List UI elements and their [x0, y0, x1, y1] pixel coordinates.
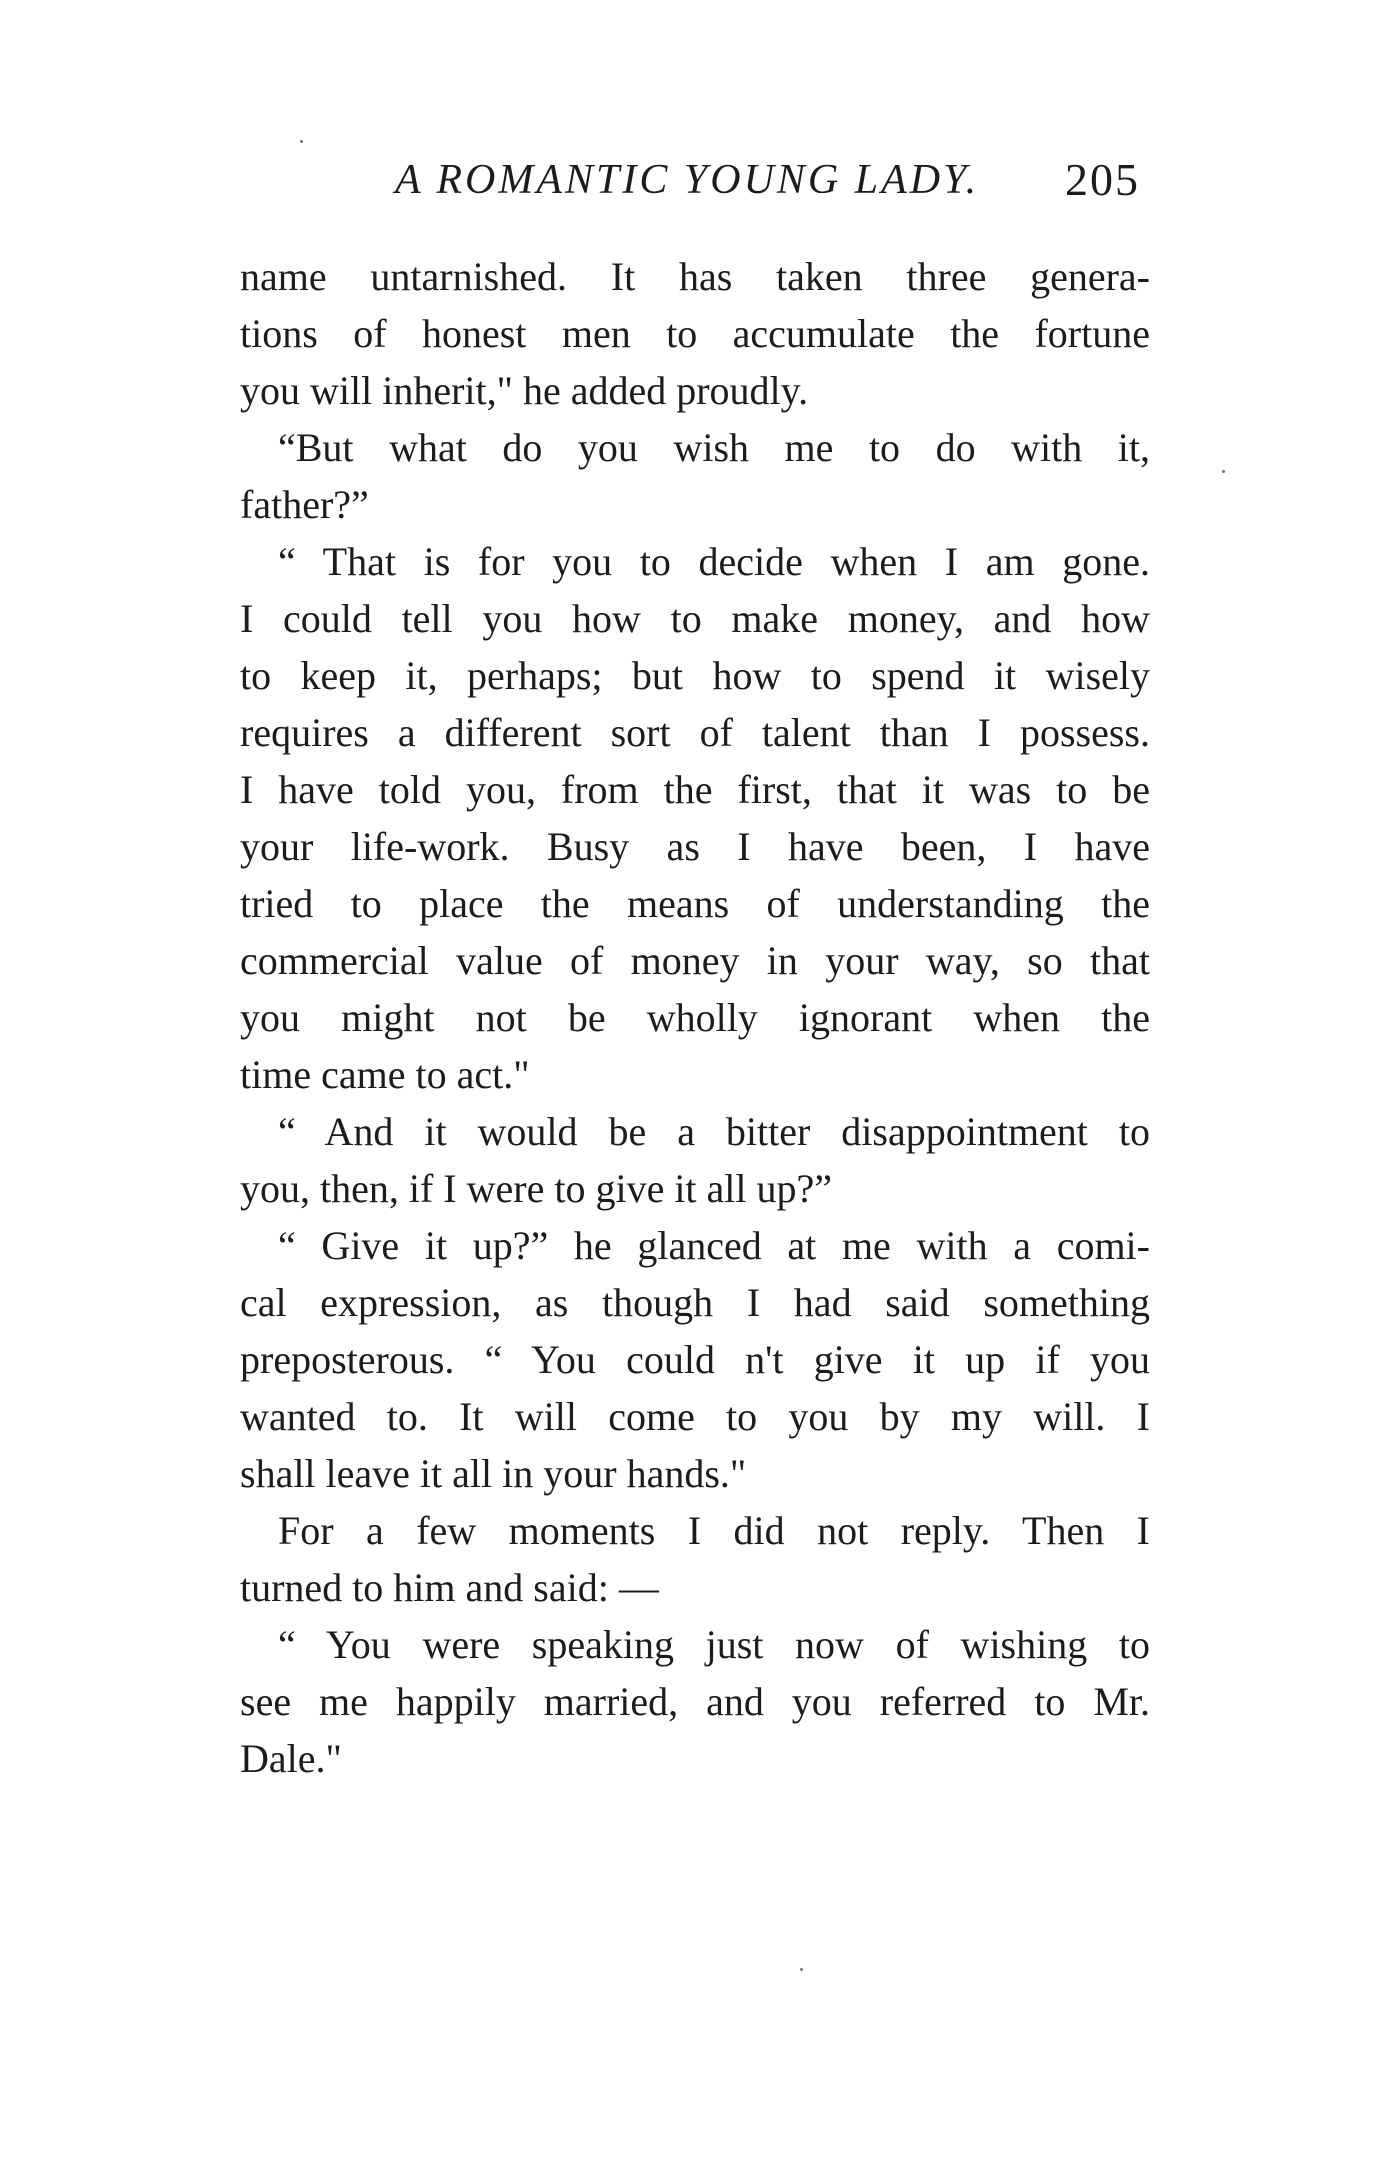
running-title: A ROMANTIC YOUNG LADY. — [395, 157, 980, 203]
paper-speck — [1222, 470, 1225, 473]
text-line: time came to act." — [240, 1052, 530, 1097]
text-line: tions of honest men to accumulate the fortune — [240, 311, 1150, 356]
text-line: shall leave it all in your hands." — [240, 1451, 747, 1496]
text-line: “ That is for you to decide when I am gone. — [278, 539, 1150, 584]
text-line: I have told you, from the first, that it was to be — [240, 767, 1150, 812]
text-line: “ Give it up?” he glanced at me with a comi- — [278, 1223, 1150, 1268]
text-line: name untarnished. It has taken three genera- — [240, 254, 1150, 299]
text-line: “But what do you wish me to do with it, — [278, 425, 1150, 470]
text-line: wanted to. It will come to you by my will. I — [240, 1394, 1150, 1439]
text-line: your life-work. Busy as I have been, I have — [240, 824, 1150, 869]
text-line: see me happily married, and you referred to Mr. — [240, 1679, 1150, 1724]
text-line: I could tell you how to make money, and how — [240, 596, 1150, 641]
text-line: you, then, if I were to give it all up?” — [240, 1166, 833, 1211]
text-line: “ You were speaking just now of wishing to — [278, 1622, 1150, 1667]
text-line: preposterous. “ You could n't give it up if you — [240, 1337, 1150, 1382]
text-line: For a few moments I did not reply. Then I — [278, 1508, 1150, 1553]
text-line: turned to him and said: — — [240, 1565, 659, 1610]
text-line: “ And it would be a bitter disappointment to — [278, 1109, 1150, 1154]
text-line: tried to place the means of understanding the — [240, 881, 1150, 926]
text-line: father?” — [240, 482, 369, 527]
page-number: 205 — [1065, 154, 1140, 205]
running-head — [240, 150, 1140, 210]
text-line: commercial value of money in your way, so that — [240, 938, 1150, 983]
text-line: requires a different sort of talent than I possess. — [240, 710, 1150, 755]
text-line: you will inherit," he added proudly. — [240, 368, 809, 413]
paper-speck — [800, 1968, 803, 1971]
text-line: to keep it, perhaps; but how to spend it wisely — [240, 653, 1150, 698]
text-line: Dale." — [240, 1736, 342, 1781]
body-text — [240, 248, 1150, 1787]
text-line: cal expression, as though I had said something — [240, 1280, 1150, 1325]
text-line: you might not be wholly ignorant when the — [240, 995, 1150, 1040]
paper-speck — [300, 140, 303, 143]
